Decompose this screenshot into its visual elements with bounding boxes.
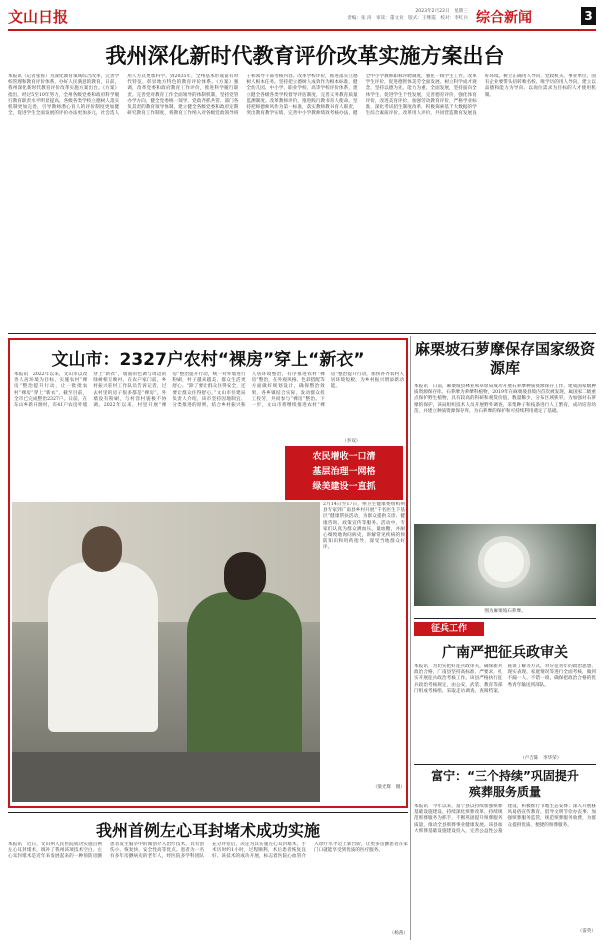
recruit-text: 本报讯 为切实把好征兵政审关，确保新兵政治合格，广南县坚持高标准、严要求，扎实开展征兵政治考核工作。该县严格执行征兵政治考核规定，由公安、武装、教育等部门组成考核组，采取走访调查、查阅档案、座谈了解等方式，对应征青年的政治思想、现实表现、家庭情况等进行全面考核，做到不漏一人、不错一项，确保把政治合格的优秀青年输送到部队。 <box>414 664 596 694</box>
headline-education-reform: 我州深化新时代教育评价改革实施方案出台 <box>105 44 505 68</box>
masthead-editors: 责编：张 涛 审读：董文业 版式：王继霞 校对：李红兵 <box>347 16 468 21</box>
divider-right <box>414 618 596 619</box>
heart-surgery-body <box>8 842 408 938</box>
divider-1 <box>8 333 596 334</box>
headline-plant <box>414 340 596 378</box>
slogan-line-3: 绿美建设一直抓 <box>312 482 376 492</box>
masthead-meta <box>258 8 468 22</box>
heart-surgery-text: 本报讯 近日，文山州人民医院成功实施首例左心耳封堵术，填补了我州该项技术空白。左心耳封堵术是近年来发展起来的一种预防房颤患者发生脑卒中的微创介入治疗技术，具有创伤小、恢复快、安全性高等优点。患者为一名有多年房颤病史的老年人，经医院多学科团队充分评估后，决定为其实施左心耳封堵术，手术历时约1小时，过程顺利，术后患者恢复良好。该技术的成功开展，标志着医院心血管介入诊疗水平迈上新台阶，让更多房颤患者在家门口就能享受到优质的医疗服务。 <box>8 842 408 860</box>
page-number-box <box>581 7 596 25</box>
recruit-tag <box>414 622 484 636</box>
headline-funing-line-2: 殡葬服务质量 <box>468 785 541 799</box>
newspaper-logo: 文山日报 <box>8 8 69 26</box>
top-article-text: 本报讯（记者张蓉）为深化教育领域综合改革，完善学校管理和教育评价体系，办好人民满意的教育，日前，我州深化新时代教育评价改革实施方案出台。《方案》指出，经过5至10年努力，全州各级党委和政府科学履行教育职责水平明显提高，各级各类学校立德树人落实机制更加完善，引导教师潜心育人的评价制度更加健全，促进学生全面发展的评价办法更加多元，社会选人用人方式更加科学。到2035年，全州基本形成富有时代特征、彰显地方特色的教育评价体系。《方案》强调，改革党委和政府教育工作评价，推进科学履行职责。完善党对教育工作全面领导的体制机制，坚持党管办学方向，健全党委统一领导、党政齐抓共管、部门各负其责的教育领导体制，建立健全各级党委和政府定期研究教育工作制度，将教育工作纳入对各级党政领导班子和领导干部考核内容。改革学校评价，推进落实立德树人根本任务。坚持把立德树人成效作为根本标准，健全幼儿园、中小学、职业学校、高等学校评价体系，建立健全各级各类学校督导评估制度，完善义务教育质量监测制度。改革教师评价，推进践行教书育人使命。坚持把师德师风作为第一标准，落实教师教书育人职责，突出教育教学实绩，完善中小学教师绩效考核办法，健全中小学教师职称评聘制度，强化一线学生工作。改革学生评价，促进德智体美劳全面发展。树立科学成才观念，坚持以德为先、能力为重、全面发展，坚持面向全体学生、促进学生个性发展，完善德育评价，强化体育评价，改进美育评价，加强劳动教育评价，严格学业标准，深化考试招生制度改革，积极探索基于大数据的学生综合素质评价。改革用人评价，共同营造教育发展良好环境。树立正确用人导向，党政机关、事业单位、国有企业要带头扭转唯名校、唯学历的用人导向，建立以品德和能力为导向、以岗位需求为目标的人才使用机制。 <box>8 74 596 117</box>
plant-caption: 图为麻栗坡石萝摩。 <box>484 609 526 614</box>
headline-rural-houses: 文山市：2327户农村“裸房”穿上“新衣” <box>51 350 365 370</box>
recruit-body <box>414 664 596 756</box>
plant-flower <box>484 542 524 582</box>
slogan-box <box>285 446 403 500</box>
headline-recruit: 广南严把征兵政审关 <box>442 645 568 661</box>
recruit-tag-label: 征兵工作 <box>430 624 467 634</box>
heart-surgery-credit: （杨茜） <box>389 931 408 936</box>
rural-houses-text: 本报讯 2022年以来，文山市以改善人居环境为目标，实施农村“裸房”整治提升行动，让一批批农村“裸房”穿上“新衣”，截至目前，全市已完成整治2327户。日前，在东山乡新开源村，有41户农房外墙穿上“新衣”，墙面的色调与周边的绿树相互映衬。在农户家门前，乡村振兴驻村工作队员告诉记者，过去村里的房子很多都是“裸房”，外墙没有粉刷，与村容村貌极不协调。2022年以来，村里开展“裸房”整治提升行动，统一对外墙进行粉刷，村子越来越美，群众生活更舒心。“除了要让群众住得安全，还要让群众住得舒心。”文山市住建局负责人介绍，该市坚持因地制宜、分类推进的原则，结合乡村振兴和人居环境整治，有序推进农村“裸房”整治，在外观风格、色彩搭配等方面做好规划设计，确保整治效果，各乡镇结合实际，发动群众投工投劳，共同参与“裸房”整治。下一步，文山市将继续推进农村“裸房”整治提升行动，加快补齐农村人居环境短板，为乡村振兴增添新动能。 <box>14 372 404 409</box>
divider-right-2 <box>414 764 596 765</box>
headline-heart-surgery: 我州首例左心耳封堵术成功实施 <box>95 821 320 840</box>
recruit-credit: （卢吉陈 李华荣） <box>520 756 562 761</box>
top-article-body <box>8 74 596 330</box>
funing-text: 本报讯 今年以来，富宁县以持续加强殡葬基础设施建设、持续深化殡葬改革、持续规范殡葬服务为抓手，不断巩固提升殡葬服务质量，推动全县殡葬事业健康发展。该县加大殡葬基础设施建设投入，完善公益性公墓建设，积极推行节地生态安葬；深入开展移风易俗宣传教育，倡导文明节俭办丧事；加强殡葬服务监管，规范殡葬服务收费，为群众提供优质、便捷的殡葬服务。 <box>414 804 596 834</box>
plant-text: 本报讯 日前，麻栗坡县林业和草原局成功开展石萝摩种质资源保存工作，建成国家级种质资源保存库。石萝摩为萝藦科植物，2019年在麻栗坡县境内首次被发现，属国家二级重点保护野生植物，具有较高的科研和观赏价值，数量稀少，分布区域狭窄。为加强对石萝摩的保护，该局组织技术人员开展野外调查，采集种子和枝条进行人工繁育，成功培育幼苗，并建立种质资源保存库，为石萝摩的保护和可持续利用奠定了基础。 <box>414 384 596 414</box>
headline-plant-text: 麻栗坡石萝摩保存国家级资源库 <box>414 340 595 377</box>
section-name: 综合新闻 <box>476 10 532 26</box>
slogan-line-2: 基层治理一网格 <box>312 467 376 477</box>
photo-doctor-head <box>82 526 122 572</box>
funing-body <box>414 804 596 936</box>
plant-photo <box>414 524 596 606</box>
page-number: 3 <box>584 9 593 23</box>
headline-funing <box>414 768 596 800</box>
medical-caption-text: 2月14日至17日，州卫生健康委组织州县专家到广南县乡村开展“千名医生下基层”健康帮扶活动，为群众提供义诊、健康咨询、政策宣传等服务。活动中，专家们认真为群众测血压、量血糖，并耐心细致地询问病史，讲解常见疾病的预防知识和用药指导，深受当地群众好评。 <box>323 502 405 551</box>
masthead <box>8 4 596 32</box>
photo-soldier-head <box>224 552 266 600</box>
headline-funing-line-1: 富宁：“三个持续”巩固提升 <box>431 769 579 783</box>
funing-credit: （雷英） <box>577 929 596 934</box>
photo-doctor-coat <box>48 562 158 732</box>
plant-body <box>414 384 596 522</box>
divider-bottom <box>8 812 408 813</box>
column-divider <box>410 336 411 940</box>
rural-houses-byline: （李双） <box>342 439 361 444</box>
slogan-line-1: 农民增收一口清 <box>312 452 376 462</box>
medical-photo-caption <box>323 502 405 804</box>
photo-desk <box>12 752 320 802</box>
masthead-date: 2023年2月22日 星期三 <box>415 9 468 14</box>
medical-photo <box>12 502 320 802</box>
medical-caption-credit: （梁光辉 摄） <box>372 785 405 790</box>
masthead-rule <box>8 29 596 31</box>
